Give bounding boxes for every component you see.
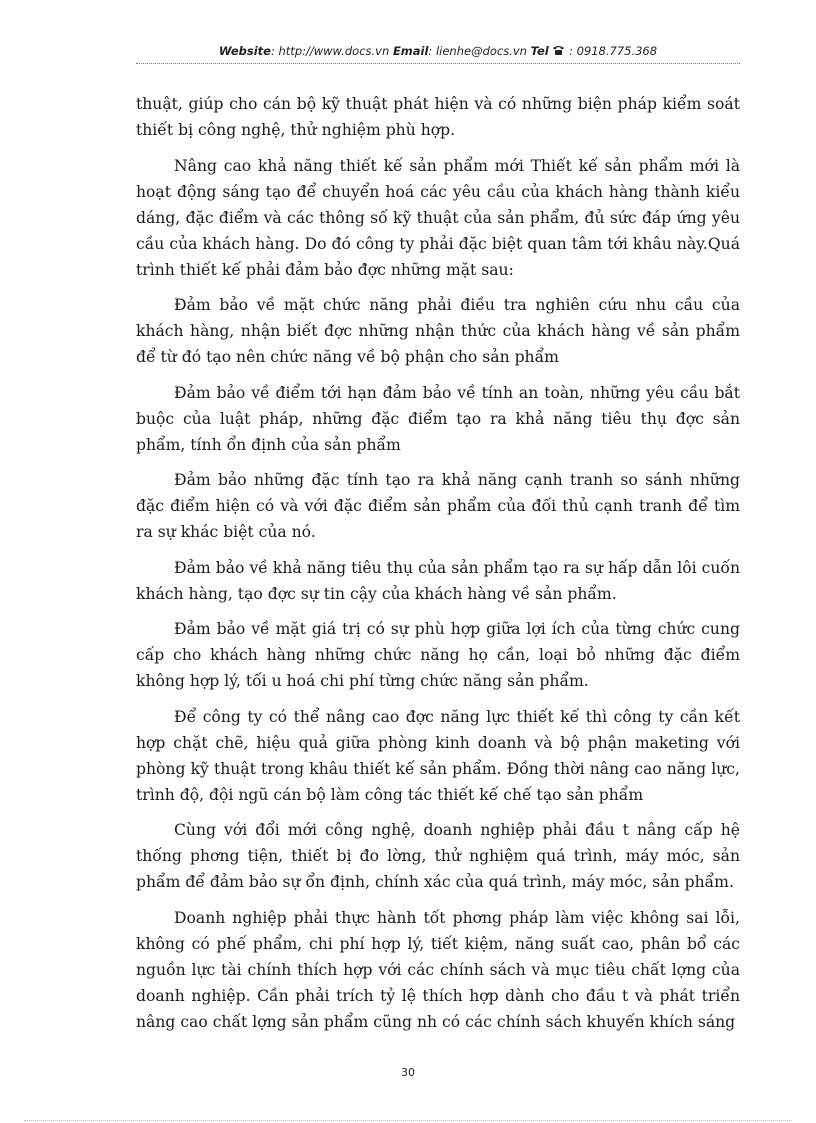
paragraph: Để công ty có thể nâng cao đợc năng lực thiết kế thì công ty cần kết hợp chặt chẽ, hiệu quả giữa phòng kinh doanh và bộ phận maketing với phòng kỹ thuật trong khâu thiết kế sản phẩm. Đồng thời nâng cao năng lực, trình độ, đội ngũ cán bộ làm công tác thiết kế chế tạo sản phẩm [136,707,740,804]
footer-divider [24,1120,792,1121]
website-value: : http://www.docs.vn [270,44,390,58]
document-body [136,91,740,1044]
telephone-icon [552,44,569,58]
page-number: 30 [401,1066,415,1079]
paragraph: Doanh nghiệp phải thực hành tốt phơng pháp làm việc không sai lỗi, không có phế phẩm, chi phí hợp lý, tiết kiệm, năng suất cao, phân bổ các nguồn lực tài chính thích hợp với các chính sách và mục tiêu chất lợng của doanh nghiệp. Cần phải trích tỷ lệ thích hợp dành cho đầu t và phát triển nâng cao chất lợng sản phẩm cũng nh có các chính sách khuyến khích sáng [136,908,740,1031]
paragraph: Đảm bảo về khả năng tiêu thụ của sản phẩm tạo ra sự hấp dẫn lôi cuốn khách hàng, tạo đợc sự tin cậy của khách hàng về sản phẩm. [136,558,740,603]
paragraph: Đảm bảo về mặt giá trị có sự phù hợp giữa lợi ích của từng chức cung cấp cho khách hàng những chức năng họ cần, loại bỏ những đặc điểm không hợp lý, tối u hoá chi phí từng chức năng sản phẩm. [136,620,740,690]
tel-label: Tel [530,44,549,58]
page-header [136,44,740,58]
paragraph: Cùng với đổi mới công nghệ, doanh nghiệp phải đầu t nâng cấp hệ thống phơng tiện, thiết bị đo lờng, thử nghiệm quá trình, máy móc, sản phẩm để đảm bảo sự ổn định, chính xác của quá trình, máy móc, sản phẩm. [136,821,740,891]
paragraph: Đảm bảo về mặt chức năng phải điều tra nghiên cứu nhu cầu của khách hàng, nhận biết đợc những nhận thức của khách hàng về sản phẩm để từ đó tạo nên chức năng về bộ phận cho sản phẩm [136,296,740,366]
paragraph: Nâng cao khả năng thiết kế sản phẩm mới Thiết kế sản phẩm mới là hoạt động sáng tạo để chuyển hoá các yêu cầu của khách hàng thành kiểu dáng, đặc điểm và các thông số kỹ thuật của sản phẩm, đủ sức đáp ứng yêu cầu của khách hàng. Do đó công ty phải đặc biệt quan tâm tới khâu này.Quá trình thiết kế phải đảm bảo đợc những mặt sau: [136,156,740,279]
email-value: : lienhe@docs.vn [428,44,527,58]
website-label: Website [218,44,271,58]
tel-value: : 0918.775.368 [569,44,658,58]
header-divider [136,63,740,64]
paragraph: Đảm bảo về điểm tới hạn đảm bảo về tính an toàn, những yêu cầu bắt buộc của luật pháp, những đặc điểm tạo ra khả năng tiêu thụ đợc sản phẩm, tính ổn định của sản phẩm [136,383,740,454]
paragraph: Đảm bảo những đặc tính tạo ra khả năng cạnh tranh so sánh những đặc điểm hiện có và với đặc điểm sản phẩm của đối thủ cạnh tranh để tìm ra sự khác biệt của nó. [136,471,740,541]
email-label: Email [392,44,429,58]
paragraph: thuật, giúp cho cán bộ kỹ thuật phát hiện và có những biện pháp kiểm soát thiết bị công nghệ, thử nghiệm phù hợp. [136,95,740,139]
